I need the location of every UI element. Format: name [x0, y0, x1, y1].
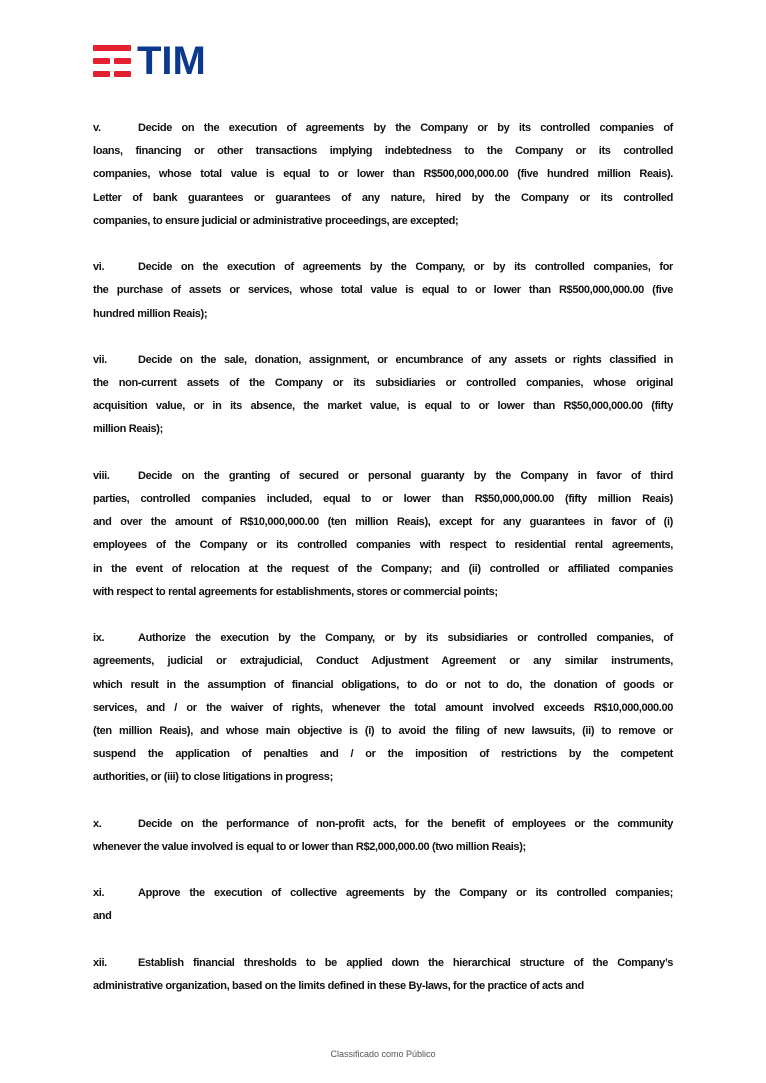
clause-text: Decide on the performance of non-profit acts, for the benefit of employees or the community [138, 817, 673, 830]
clause-line [93, 187, 673, 210]
clause-text: which result in the assumption of financial obligations, to do or not to do, the donation of goods or [93, 678, 673, 691]
clause-line [93, 952, 673, 975]
clause-text: Decide on the sale, donation, assignment, or encumbrance of any assets or rights classified in [138, 353, 673, 366]
clause-text: whenever the value involved is equal to or lower than R$2,000,000.00 (two million Reais); [93, 840, 526, 853]
clause-text: Decide on the execution of agreements by the Company, or by its controlled companies, for [138, 261, 673, 274]
clause-line [93, 975, 673, 998]
clause-line [93, 210, 673, 233]
clause-number: viii. [93, 469, 110, 482]
clause-text: administrative organization, based on the limits defined in these By-laws, for the practice of acts and [93, 979, 584, 992]
clause-text: the purchase of assets or services, whose total value is equal to or lower than R$500,000,000.00 (five [93, 284, 673, 297]
clause-text: agreements, judicial or extrajudicial, Conduct Adjustment Agreement or any similar instruments, [93, 655, 673, 668]
clause-text: Establish financial thresholds to be applied down the hierarchical structure of the Company’s [138, 956, 673, 969]
clause-text: with respect to rental agreements for establishments, stores or commercial points; [93, 585, 498, 598]
clause-line [93, 766, 673, 789]
clause-line [93, 581, 673, 604]
clause-text: million Reais); [93, 423, 163, 436]
clause-text: and [93, 910, 112, 923]
clause-text: the non-current assets of the Company or its subsidiaries or controlled companies, whose original [93, 377, 673, 390]
clause-item [93, 882, 673, 928]
clause-number: xi. [93, 887, 105, 900]
clause-text: in the event of relocation at the request of the Company; and (ii) controlled or affiliated companies [93, 562, 673, 575]
clause-item [93, 813, 673, 859]
clause-number: ix. [93, 632, 105, 645]
classification-footer: Classificado como Público [330, 1049, 436, 1059]
clause-number: vii. [93, 353, 107, 366]
clause-line [93, 813, 673, 836]
clause-line [93, 395, 673, 418]
document-body [93, 117, 673, 1021]
clause-line [93, 117, 673, 140]
clause-line [93, 558, 673, 581]
clause-item [93, 256, 673, 326]
tim-logo-text: TIM [137, 39, 206, 83]
clause-line [93, 743, 673, 766]
clause-item [93, 349, 673, 442]
clause-number: x. [93, 817, 102, 830]
clause-line [93, 534, 673, 557]
clause-number: xii. [93, 956, 107, 969]
clause-text: companies, whose total value is equal to or lower than R$500,000,000.00 (five hundred million Reais). [93, 168, 673, 181]
clause-line [93, 882, 673, 905]
clause-item [93, 627, 673, 789]
clause-text: Authorize the execution by the Company, or by its subsidiaries or controlled companies, of [138, 632, 673, 645]
clause-text: employees of the Company or its controlled companies with respect to residential rental agreements, [93, 539, 673, 552]
tim-logo-bars-icon [93, 45, 131, 78]
clause-text: parties, controlled companies included, equal to or lower than R$50,000,000.00 (fifty million Reais) [93, 493, 673, 505]
clause-text: companies, to ensure judicial or administrative proceedings, are excepted; [93, 214, 459, 227]
clause-text: authorities, or (iii) to close litigations in progress; [93, 771, 333, 784]
clause-line [93, 488, 673, 511]
clause-item [93, 117, 673, 233]
clause-line [93, 836, 673, 859]
clause-text: hundred million Reais); [93, 307, 208, 320]
clause-line [93, 511, 673, 534]
clause-text: acquisition value, or in its absence, the market value, is equal to or lower than R$50,000,000.00 (fifty [93, 400, 673, 413]
clause-text: Decide on the execution of agreements by the Company or by its controlled companies of [138, 122, 673, 134]
clause-item [93, 465, 673, 604]
clause-text: (ten million Reais), and whose main objective is (i) to avoid the filing of new lawsuits, (ii) to remove or [93, 724, 673, 737]
clause-text: Decide on the granting of secured or personal guaranty by the Company in favor of third [138, 469, 673, 482]
clause-number: vi. [93, 261, 105, 274]
clause-text: suspend the application of penalties and / or the imposition of restrictions by the competent [93, 748, 673, 761]
clause-line [93, 465, 673, 488]
clause-text: loans, financing or other transactions implying indebtedness to the Company or its controlled [93, 145, 673, 158]
clause-text: and over the amount of R$10,000,000.00 (ten million Reais), except for any guarantees in favor of (i) [93, 516, 673, 529]
clause-line [93, 674, 673, 697]
clause-line [93, 650, 673, 673]
tim-logo [93, 39, 218, 83]
clause-text: Letter of bank guarantees or guarantees of any nature, hired by the Company or its controlled [93, 191, 673, 204]
clause-line [93, 627, 673, 650]
clause-line [93, 163, 673, 186]
clause-text: Approve the execution of collective agreements by the Company or its controlled companies; [138, 887, 673, 900]
clause-line [93, 279, 673, 302]
clause-line [93, 418, 673, 441]
clause-line [93, 372, 673, 395]
clause-text: services, and / or the waiver of rights, whenever the total amount involved exceeds R$10,000,000.00 [93, 701, 673, 714]
clause-number: v. [93, 122, 101, 134]
clause-item [93, 952, 673, 998]
clause-line [93, 349, 673, 372]
clause-line [93, 905, 673, 928]
clause-line [93, 720, 673, 743]
clause-line [93, 697, 673, 720]
clause-line [93, 140, 673, 163]
clause-line [93, 256, 673, 279]
clause-line [93, 303, 673, 326]
